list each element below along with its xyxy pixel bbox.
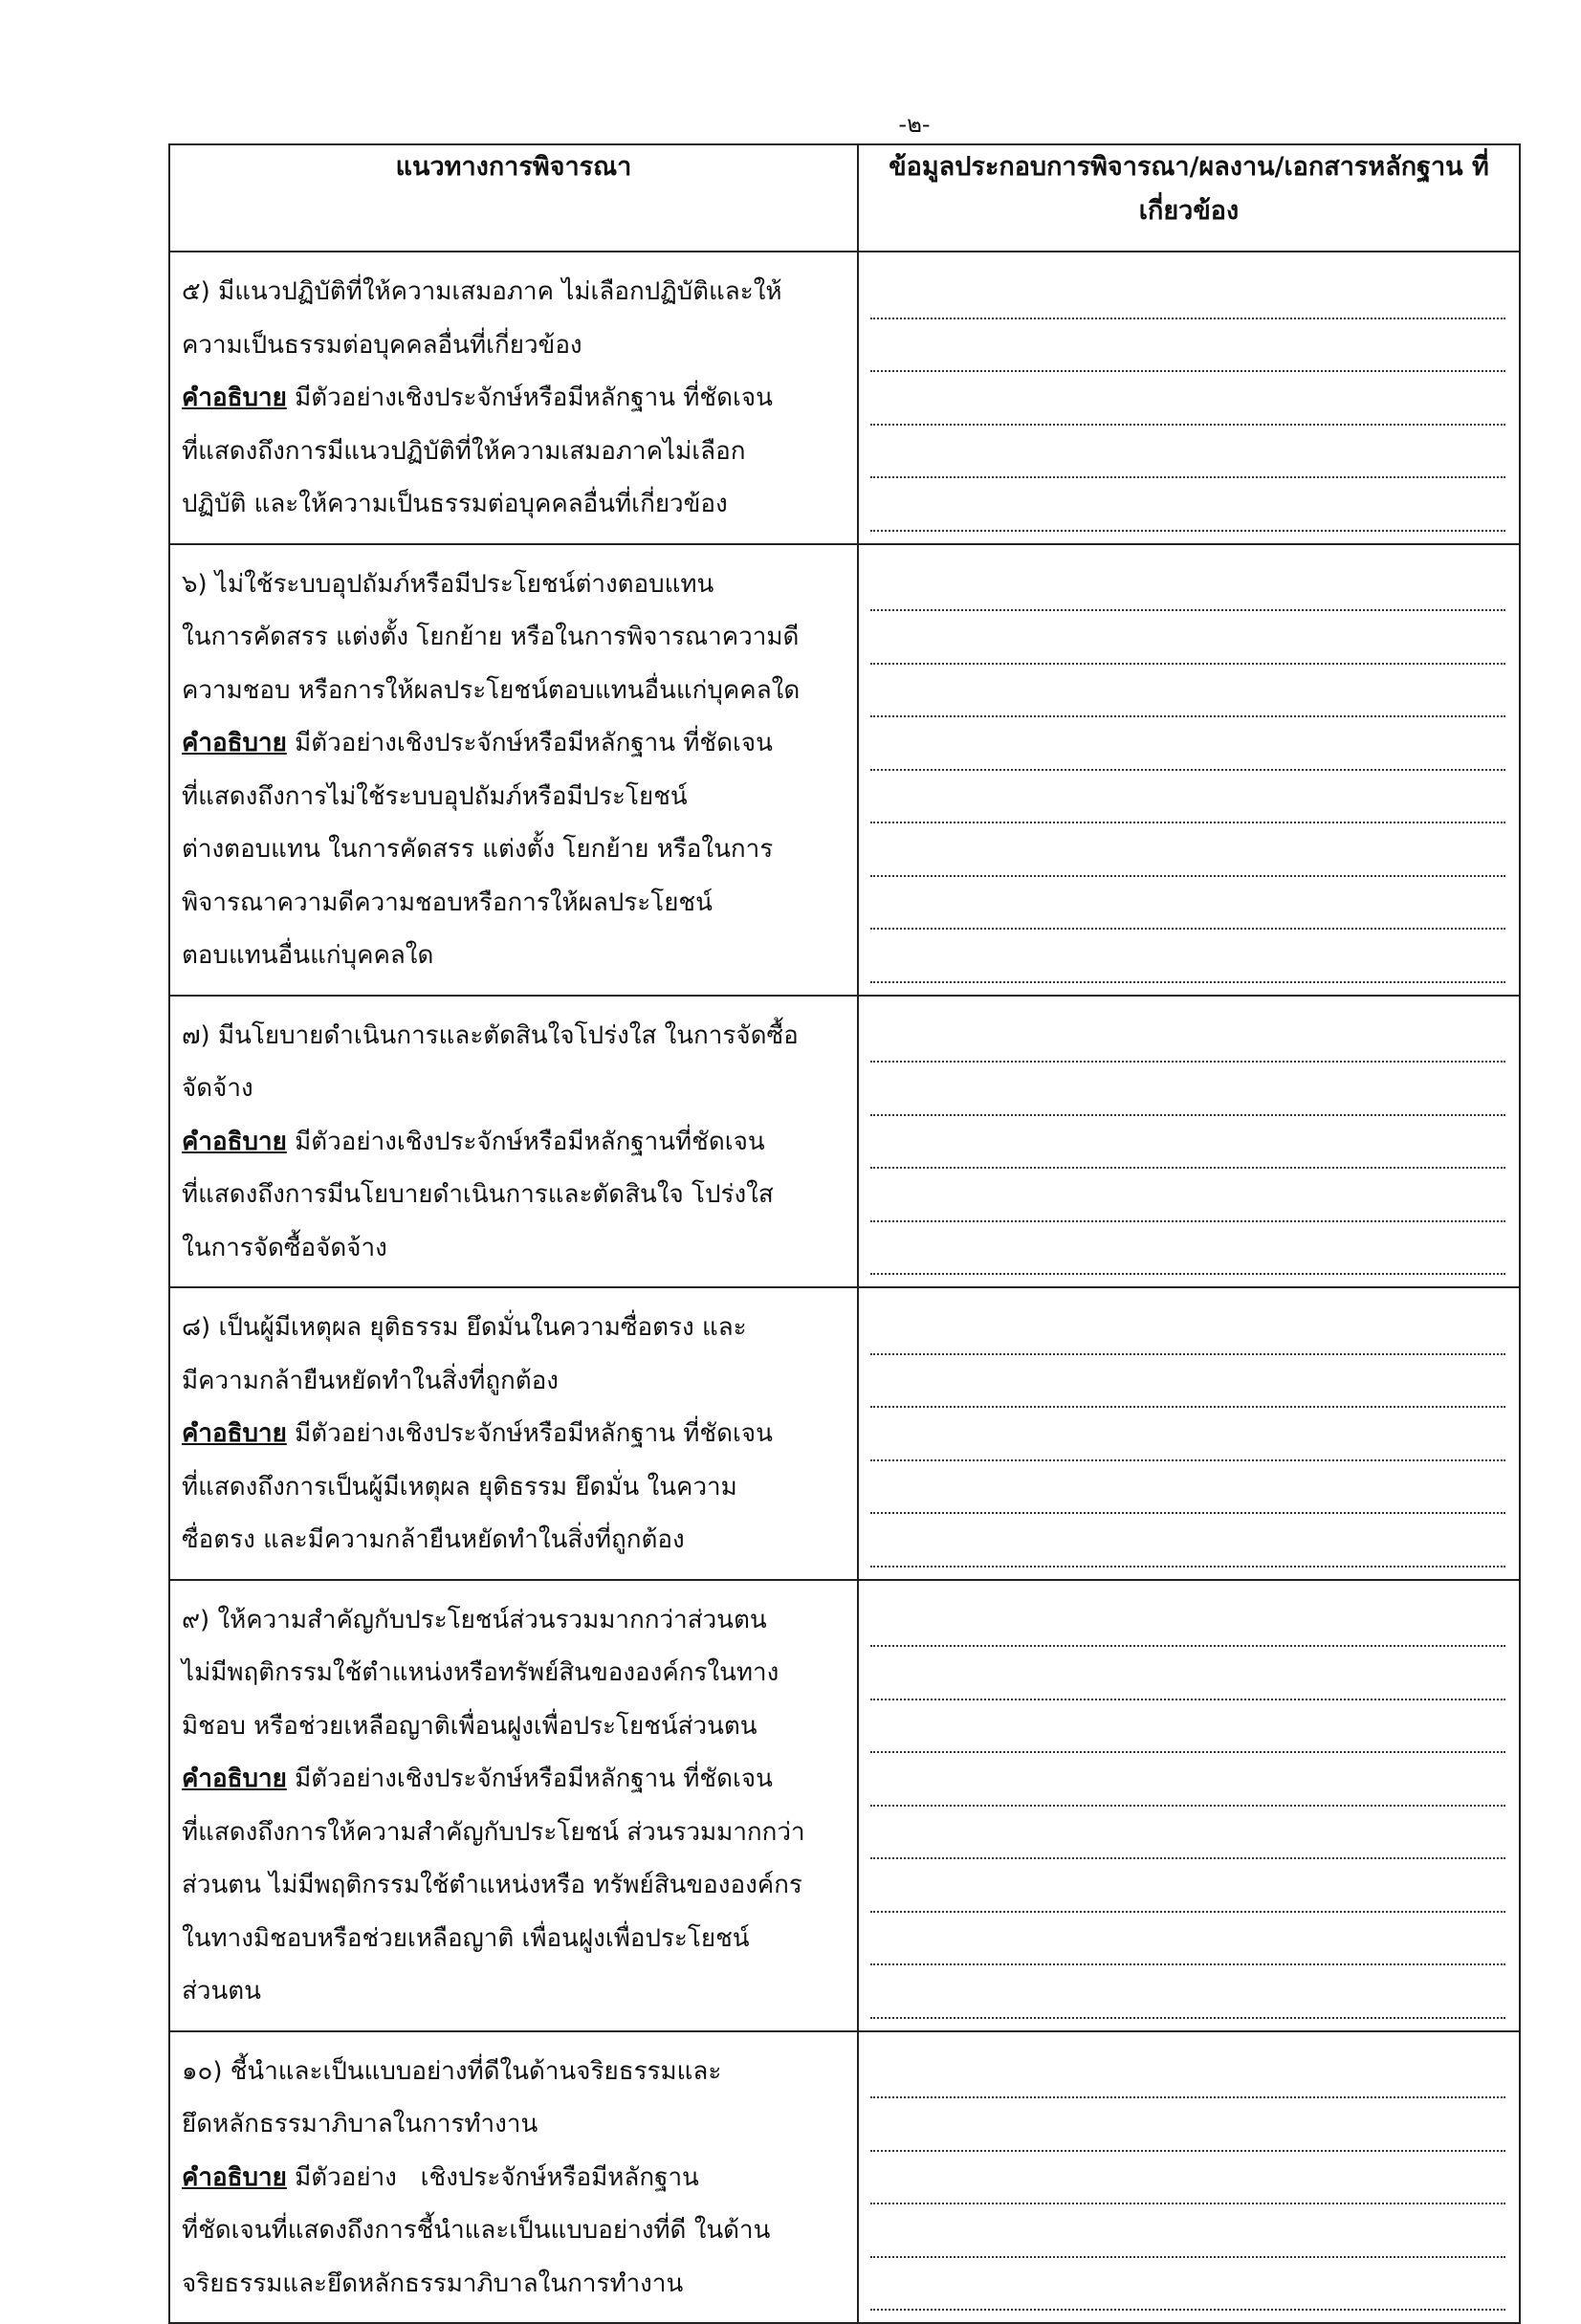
table-row bbox=[169, 544, 1520, 996]
explanation-text-line: ที่แสดงถึงการให้ความสำคัญกับประโยชน์ ส่วนรวมมากกว่า bbox=[182, 1817, 805, 1847]
evidence-dotted-line[interactable] bbox=[870, 2204, 1505, 2258]
explanation-label: คำอธิบาย bbox=[182, 1127, 287, 1156]
evidence-dotted-line[interactable] bbox=[870, 1913, 1505, 1966]
evidence-dotted-line[interactable] bbox=[870, 717, 1505, 771]
explanation-line bbox=[182, 717, 845, 771]
evidence-dotted-line[interactable] bbox=[870, 319, 1505, 373]
explanation-text: มีตัวอย่างเชิงประจักษ์หรือมีหลักฐานที่ชัดเจน bbox=[286, 1127, 765, 1156]
explanation-text: มีตัวอย่าง เชิงประจักษ์หรือมีหลักฐาน bbox=[286, 2162, 699, 2192]
explanation-text-line: ปฏิบัติ และให้ความเป็นธรรมต่อบุคคลอื่นที่เกี่ยวข้อง bbox=[182, 490, 728, 518]
explanation-text-line: ในทางมิชอบหรือช่วยเหลือญาติ เพื่อนฝูงเพื่อประโยชน์ bbox=[182, 1923, 750, 1953]
evidence-dotted-line[interactable] bbox=[870, 611, 1505, 665]
evidence-dotted-line[interactable] bbox=[870, 1063, 1505, 1116]
explanation-text-line: ซื่อตรง และมีความกล้ายืนหยัดทำในสิ่งที่ถูกต้อง bbox=[182, 1525, 685, 1554]
evidence-dotted-line[interactable] bbox=[870, 2046, 1505, 2099]
explanation-line bbox=[182, 2152, 845, 2205]
criterion-text-line: ความชอบ หรือการให้ผลประโยชน์ตอบแทนอื่นแก่บุคคลใด bbox=[182, 675, 801, 705]
table-row bbox=[169, 1580, 1520, 2031]
explanation-text-line: จริยธรรมและยึดหลักธรรมาภิบาลในการทำงาน bbox=[182, 2269, 684, 2298]
explanation-line bbox=[182, 1116, 845, 1170]
explanation-line bbox=[182, 1753, 845, 1807]
explanation-text-line: ตอบแทนอื่นแก่บุคคลใด bbox=[182, 941, 434, 970]
explanation-text: มีตัวอย่างเชิงประจักษ์หรือมีหลักฐาน ที่ชัดเจน bbox=[286, 384, 773, 412]
evidence-dotted-line[interactable] bbox=[870, 1647, 1505, 1700]
evidence-dotted-line[interactable] bbox=[870, 559, 1505, 612]
table-row bbox=[169, 996, 1520, 1288]
evidence-dotted-line[interactable] bbox=[870, 930, 1505, 983]
evidence-cell[interactable] bbox=[858, 996, 1520, 1288]
evidence-dotted-line[interactable] bbox=[870, 426, 1505, 479]
explanation-text-line: พิจารณาความดีความชอบหรือการให้ผลประโยชน์ bbox=[182, 888, 713, 917]
table-row bbox=[169, 2031, 1520, 2324]
evidence-dotted-line[interactable] bbox=[870, 1355, 1505, 1409]
explanation-text-line: ต่างตอบแทน ในการคัดสรร แต่งตั้ง โยกย้าย หรือในการ bbox=[182, 835, 774, 864]
evidence-dotted-line[interactable] bbox=[870, 1859, 1505, 1913]
explanation-text-line: ส่วนตน ไม่มีพฤติกรรมใช้ตำแหน่งหรือ ทรัพย์สินขององค์กร bbox=[182, 1871, 802, 1899]
criterion-text-line: จัดจ้าง bbox=[182, 1074, 253, 1103]
explanation-text-line: ที่แสดงถึงการมีนโยบายดำเนินการและตัดสินใจ โปร่งใส bbox=[182, 1180, 774, 1209]
explanation-text: มีตัวอย่างเชิงประจักษ์หรือมีหลักฐาน ที่ชัดเจน bbox=[286, 1419, 773, 1448]
evidence-dotted-line[interactable] bbox=[870, 1116, 1505, 1170]
explanation-line bbox=[182, 1408, 845, 1461]
explanation-text-line: ส่วนตน bbox=[182, 1977, 261, 2006]
guideline-cell bbox=[169, 2031, 858, 2324]
header-guidelines: แนวทางการพิจารณา bbox=[169, 144, 858, 252]
evidence-dotted-line[interactable] bbox=[870, 665, 1505, 718]
evidence-dotted-line[interactable] bbox=[870, 1010, 1505, 1063]
table-header-row bbox=[169, 144, 1520, 252]
evidence-dotted-line[interactable] bbox=[870, 823, 1505, 877]
guideline-cell bbox=[169, 544, 858, 996]
evidence-dotted-line[interactable] bbox=[870, 1965, 1505, 2019]
criterion-text-line: ในการคัดสรร แต่งตั้ง โยกย้าย หรือในการพิจารณาความดี bbox=[182, 623, 800, 651]
guideline-cell bbox=[169, 252, 858, 544]
evidence-dotted-line[interactable] bbox=[870, 1302, 1505, 1355]
criterion-title: ๖) ไม่ใช้ระบบอุปถัมภ์หรือมีประโยชน์ต่างตอบแทน bbox=[182, 569, 714, 599]
evidence-cell[interactable] bbox=[858, 1287, 1520, 1580]
criterion-title: ๘) เป็นผู้มีเหตุผล ยุติธรรม ยึดมั่นในความซื่อตรง และ bbox=[182, 1313, 747, 1342]
table-row bbox=[169, 252, 1520, 544]
explanation-text-line: ในการจัดซื้อจัดจ้าง bbox=[182, 1233, 387, 1262]
evidence-dotted-line[interactable] bbox=[870, 1807, 1505, 1860]
criterion-title: ๑๐) ชี้นำและเป็นแบบอย่างที่ดีในด้านจริยธรรมและ bbox=[182, 2056, 722, 2086]
evidence-dotted-line[interactable] bbox=[870, 1222, 1505, 1276]
evidence-dotted-line[interactable] bbox=[870, 478, 1505, 532]
explanation-line bbox=[182, 372, 845, 426]
criterion-title: ๕) มีแนวปฏิบัติที่ให้ความเสมอภาค ไม่เลือกปฏิบัติและให้ bbox=[182, 277, 782, 306]
evidence-cell[interactable] bbox=[858, 1580, 1520, 2031]
explanation-text-line: ที่แสดงถึงการมีแนวปฏิบัติที่ให้ความเสมอภาคไม่เลือก bbox=[182, 436, 746, 466]
criterion-text-line: มิชอบ หรือช่วยเหลือญาติเพื่อนฝูงเพื่อประโยชน์ส่วนตน bbox=[182, 1711, 758, 1741]
explanation-text: มีตัวอย่างเชิงประจักษ์หรือมีหลักฐาน ที่ชัดเจน bbox=[286, 1765, 773, 1793]
evidence-cell[interactable] bbox=[858, 544, 1520, 996]
criterion-title: ๙) ให้ความสำคัญกับประโยชน์ส่วนรวมมากกว่าส่วนตน bbox=[182, 1605, 767, 1634]
evidence-dotted-line[interactable] bbox=[870, 1514, 1505, 1568]
evidence-dotted-line[interactable] bbox=[870, 1169, 1505, 1222]
explanation-text: มีตัวอย่างเชิงประจักษ์หรือมีหลักฐาน ที่ชัดเจน bbox=[286, 729, 773, 757]
evidence-dotted-line[interactable] bbox=[870, 1408, 1505, 1461]
evidence-dotted-line[interactable] bbox=[870, 2258, 1505, 2312]
guideline-cell bbox=[169, 996, 858, 1288]
evidence-dotted-line[interactable] bbox=[870, 1461, 1505, 1515]
evidence-dotted-line[interactable] bbox=[870, 877, 1505, 931]
criterion-text-line: ความเป็นธรรมต่อบุคคลอื่นที่เกี่ยวข้อง bbox=[182, 330, 582, 360]
explanation-label: คำอธิบาย bbox=[182, 384, 287, 412]
explanation-label: คำอธิบาย bbox=[182, 2162, 287, 2192]
evidence-dotted-line[interactable] bbox=[870, 1594, 1505, 1648]
evidence-dotted-line[interactable] bbox=[870, 2152, 1505, 2205]
guideline-cell bbox=[169, 1580, 858, 2031]
evidence-dotted-line[interactable] bbox=[870, 1753, 1505, 1807]
evidence-cell[interactable] bbox=[858, 2031, 1520, 2324]
page-number: -๒- bbox=[898, 111, 931, 138]
criterion-text-line: มีความกล้ายืนหยัดทำในสิ่งที่ถูกต้อง bbox=[182, 1366, 559, 1395]
explanation-text-line: ที่แสดงถึงการเป็นผู้มีเหตุผล ยุติธรรม ยึดมั่น ในความ bbox=[182, 1472, 737, 1502]
explanation-label: คำอธิบาย bbox=[182, 1765, 287, 1793]
criterion-text-line: ยึดหลักธรรมาภิบาลในการทำงาน bbox=[182, 2110, 538, 2138]
guideline-cell bbox=[169, 1287, 858, 1580]
evidence-dotted-line[interactable] bbox=[870, 771, 1505, 824]
evidence-dotted-line[interactable] bbox=[870, 266, 1505, 319]
explanation-label: คำอธิบาย bbox=[182, 1419, 287, 1448]
table-row bbox=[169, 1287, 1520, 1580]
explanation-text-line: ที่ชัดเจนที่แสดงถึงการชี้นำและเป็นแบบอย่างที่ดี ในด้าน bbox=[182, 2216, 771, 2245]
criterion-text-line: ไม่มีพฤติกรรมใช้ตำแหน่งหรือทรัพย์สินขององค์กรในทาง bbox=[182, 1658, 780, 1687]
evidence-dotted-line[interactable] bbox=[870, 1700, 1505, 1754]
header-evidence: ข้อมูลประกอบการพิจารณา/ผลงาน/เอกสารหลักฐาน ที่เกี่ยวข้อง bbox=[858, 144, 1520, 252]
explanation-label: คำอธิบาย bbox=[182, 729, 287, 757]
criteria-table bbox=[168, 143, 1521, 2324]
evidence-cell[interactable] bbox=[858, 252, 1520, 544]
evidence-dotted-line[interactable] bbox=[870, 372, 1505, 426]
evidence-dotted-line[interactable] bbox=[870, 2098, 1505, 2152]
criterion-title: ๗) มีนโยบายดำเนินการและตัดสินใจโปร่งใส ในการจัดซื้อ bbox=[182, 1020, 799, 1050]
explanation-text-line: ที่แสดงถึงการไม่ใช้ระบบอุปถัมภ์หรือมีประโยชน์ bbox=[182, 781, 688, 811]
